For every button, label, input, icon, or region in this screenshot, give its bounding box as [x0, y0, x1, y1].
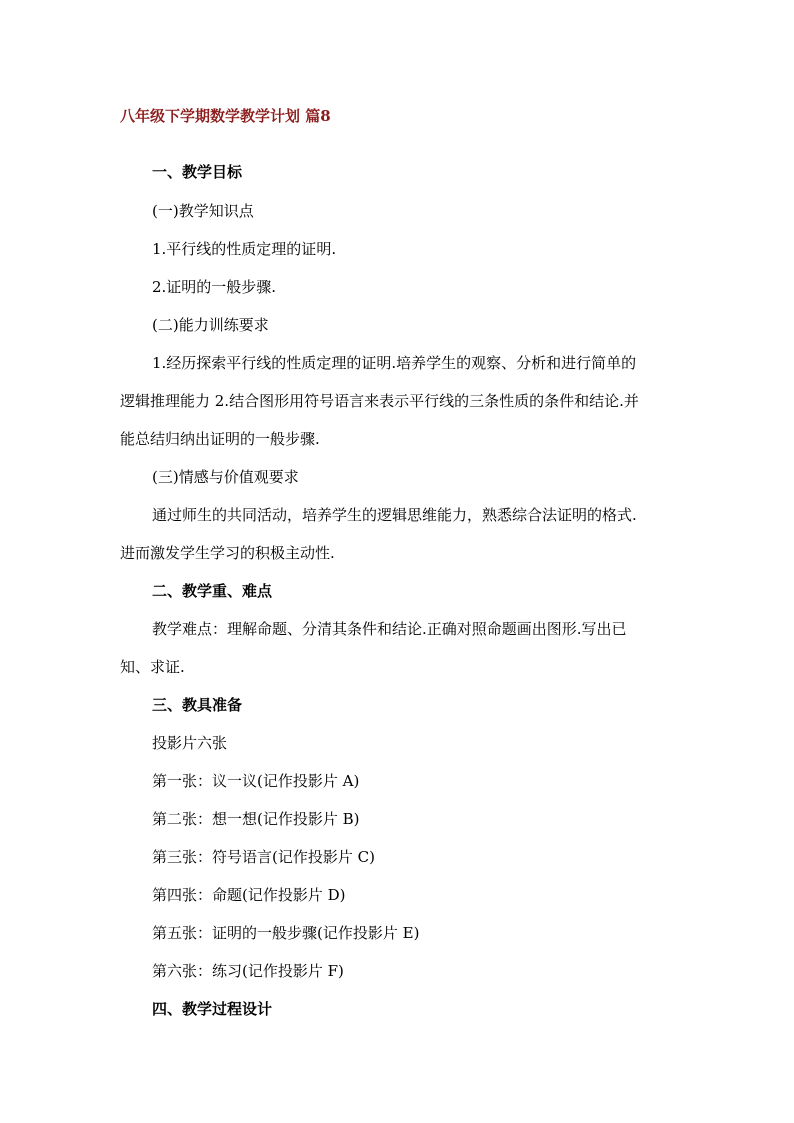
section-heading-teaching-goals: 一、教学目标 [152, 163, 243, 181]
list-item: 第三张：符号语言(记作投影片 C) [152, 848, 375, 866]
paragraph-line: 能总结归纳出证明的一般步骤. [120, 430, 320, 448]
paragraph-line: 知、求证. [120, 658, 185, 676]
subheading-emotion-values: (三)情感与价值观要求 [152, 468, 299, 486]
paragraph-line: 教学难点：理解命题、分清其条件和结论.正确对照命题画出图形.写出已 [152, 620, 627, 638]
section-heading-teaching-aids: 三、教具准备 [152, 696, 243, 714]
paragraph-line: 逻辑推理能力 2.结合图形用符号语言来表示平行线的三条性质的条件和结论.并 [120, 392, 639, 410]
section-heading-process-design: 四、教学过程设计 [152, 1000, 273, 1018]
subheading-knowledge-points: (一)教学知识点 [152, 202, 254, 220]
list-item: 1.平行线的性质定理的证明. [152, 240, 337, 258]
list-item: 第四张：命题(记作投影片 D) [152, 886, 346, 904]
list-item: 2.证明的一般步骤. [152, 278, 277, 296]
paragraph-line: 1.经历探索平行线的性质定理的证明.培养学生的观察、分析和进行简单的 [152, 354, 637, 372]
paragraph-line: 进而激发学生学习的积极主动性. [120, 544, 335, 562]
paragraph-line: 投影片六张 [152, 734, 228, 752]
document-title: 八年级下学期数学教学计划 篇8 [120, 107, 331, 125]
list-item: 第六张：练习(记作投影片 F) [152, 962, 344, 980]
paragraph-line: 通过师生的共同活动，培养学生的逻辑思维能力，熟悉综合法证明的格式. [152, 506, 637, 524]
section-heading-key-points: 二、教学重、难点 [152, 582, 273, 600]
list-item: 第二张：想一想(记作投影片 B) [152, 810, 360, 828]
list-item: 第五张：证明的一般步骤(记作投影片 E) [152, 924, 420, 942]
list-item: 第一张：议一议(记作投影片 A) [152, 772, 360, 790]
subheading-ability-requirements: (二)能力训练要求 [152, 316, 269, 334]
